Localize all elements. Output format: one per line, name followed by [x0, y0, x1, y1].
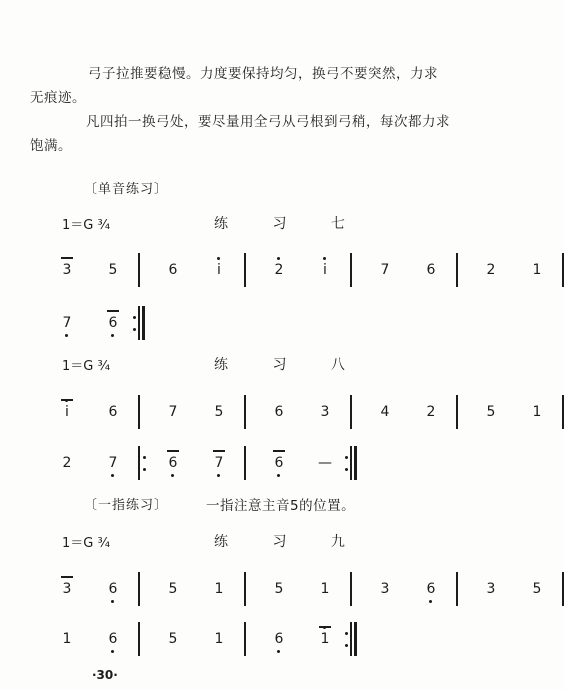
barline: [138, 622, 140, 656]
barline: [138, 253, 140, 287]
low-octave-dot: [429, 600, 432, 603]
low-octave-dot: [111, 650, 114, 653]
exercise-7-title: 练 习 七: [214, 216, 365, 232]
tenuto-mark: [213, 450, 225, 452]
exercise-8-line-1: [0, 395, 542, 435]
note: 5: [274, 581, 284, 597]
barline: [244, 572, 246, 606]
repeat-dot: [345, 456, 348, 459]
note: 7: [108, 455, 118, 471]
note: 1: [62, 631, 72, 647]
final-barline-thick: [354, 622, 357, 656]
low-octave-dot: [277, 474, 280, 477]
barline: [244, 446, 246, 480]
page-number: ·30·: [92, 668, 118, 682]
note: 5: [168, 631, 178, 647]
note: 1: [532, 404, 542, 420]
note: 6: [274, 404, 284, 420]
tenuto-mark: [273, 450, 285, 452]
note: 1: [320, 631, 330, 647]
note: 6: [168, 262, 178, 278]
high-octave-dot: [217, 257, 220, 260]
note: 2: [486, 262, 496, 278]
note: 1: [320, 581, 330, 597]
repeat-dot: [133, 316, 136, 319]
low-octave-dot: [111, 600, 114, 603]
low-octave-dot: [111, 474, 114, 477]
repeat-dot: [133, 328, 136, 331]
note: 1: [214, 581, 224, 597]
barline: [138, 395, 140, 429]
barline: [138, 446, 140, 480]
barline: [350, 572, 352, 606]
note: 1: [532, 262, 542, 278]
note: 5: [532, 581, 542, 597]
exercise-9-line-1: [0, 572, 542, 612]
first-finger-note: 一指注意主音5的位置。: [206, 498, 356, 514]
low-octave-dot: [171, 474, 174, 477]
note: 5: [214, 404, 224, 420]
barline: [244, 622, 246, 656]
barline: [244, 395, 246, 429]
note: 7: [62, 315, 72, 331]
barline: [350, 395, 352, 429]
final-barline-thick: [142, 306, 145, 340]
key-signature-ex7: 1＝G ¾: [62, 218, 111, 233]
note: 7: [168, 404, 178, 420]
final-barline-thick: [354, 446, 357, 480]
note: 5: [168, 581, 178, 597]
barline: [456, 572, 458, 606]
barline: [456, 395, 458, 429]
final-barline: [138, 306, 140, 340]
repeat-dot: [345, 644, 348, 647]
tenuto-mark: [167, 450, 179, 452]
note: 6: [274, 455, 284, 471]
low-octave-dot: [111, 334, 114, 337]
low-octave-dot: [65, 334, 68, 337]
barline: [244, 253, 246, 287]
note: 7: [380, 262, 390, 278]
note: 3: [62, 581, 72, 597]
exercise-8-line-2: [0, 446, 476, 486]
note: 2: [426, 404, 436, 420]
high-octave-dot: [65, 399, 68, 402]
note: 6: [274, 631, 284, 647]
low-octave-dot: [217, 474, 220, 477]
note: 3: [380, 581, 390, 597]
section-single-note-practice: 〔单音练习〕: [84, 182, 169, 197]
barline: [350, 253, 352, 287]
note: 6: [108, 404, 118, 420]
note: 3: [486, 581, 496, 597]
note: 3: [320, 404, 330, 420]
note: 5: [108, 262, 118, 278]
note: 5: [486, 404, 496, 420]
paragraph-bowing-smooth: 弓子拉推要稳慢。力度要保持均匀，换弓不要突然，力求无痕迹。: [30, 66, 438, 106]
note: 6: [108, 631, 118, 647]
note: 6: [426, 262, 436, 278]
high-octave-dot: [323, 626, 326, 629]
note: 4: [380, 404, 390, 420]
low-octave-dot: [277, 650, 280, 653]
high-octave-dot: [323, 257, 326, 260]
note: 6: [426, 581, 436, 597]
section-first-finger-practice: 〔一指练习〕: [84, 498, 169, 513]
note: 6: [168, 455, 178, 471]
repeat-dot: [345, 468, 348, 471]
note: i: [323, 262, 327, 278]
note: 2: [62, 455, 72, 471]
key-signature-ex9: 1＝G ¾: [62, 536, 111, 551]
note: 6: [108, 315, 118, 331]
exercise-9-title: 练 习 九: [214, 534, 365, 550]
note: 6: [108, 581, 118, 597]
note: 2: [274, 262, 284, 278]
repeat-dot: [143, 456, 146, 459]
note: 3: [62, 262, 72, 278]
paragraph-full-bow: 凡四拍一换弓处，要尽量用全弓从弓根到弓稍，每次都力求饱满。: [30, 114, 450, 154]
barline: [138, 572, 140, 606]
note: 7: [214, 455, 224, 471]
repeat-dot: [345, 632, 348, 635]
repeat-dot: [143, 468, 146, 471]
final-barline: [350, 622, 352, 656]
exercise-7-line-2: [0, 306, 476, 346]
note: 1: [214, 631, 224, 647]
tenuto-mark: [61, 257, 73, 259]
exercise-7-line-1: [0, 253, 542, 293]
high-octave-dot: [277, 257, 280, 260]
key-signature-ex8: 1＝G ¾: [62, 359, 111, 374]
note: i: [217, 262, 221, 278]
note: —: [318, 455, 332, 471]
tenuto-mark: [61, 576, 73, 578]
note: i: [65, 404, 69, 420]
exercise-8-title: 练 习 八: [214, 357, 365, 373]
final-barline: [350, 446, 352, 480]
barline: [456, 253, 458, 287]
tenuto-mark: [107, 310, 119, 312]
exercise-9-line-2: [0, 622, 476, 662]
